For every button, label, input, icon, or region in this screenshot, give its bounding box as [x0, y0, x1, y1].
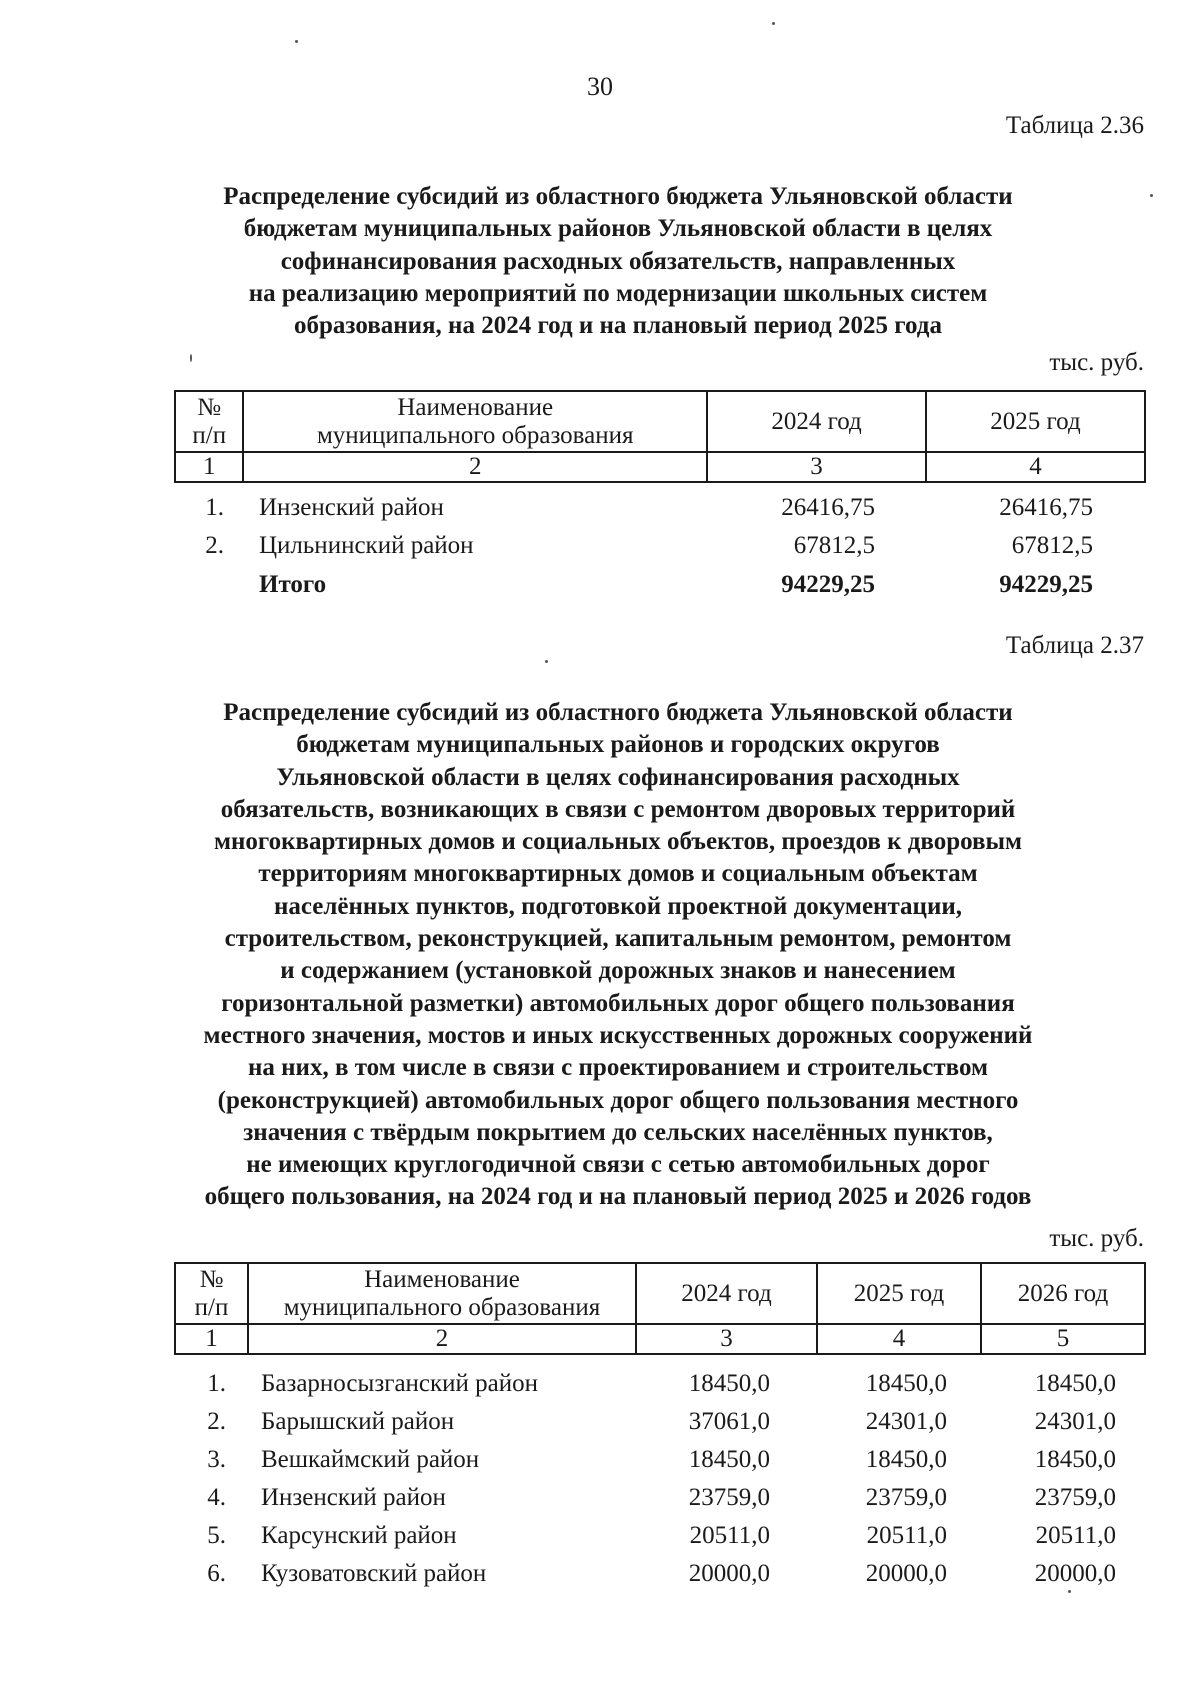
table1-title-line: софинансирования расходных обязательств, направленных [280, 247, 956, 275]
table2-title-line: и содержанием (установкой дорожных знаков и нанесением [280, 957, 956, 985]
table1-header-2025: 2025 год [926, 391, 1145, 452]
table2-index-cell: 3 [636, 1324, 817, 1354]
scan-speck [772, 22, 775, 25]
scan-speck [1150, 194, 1153, 197]
table2-title-line: Ульяновской области в целях софинансирования расходных [276, 763, 960, 791]
table2-title-line: обязательств, возникающих в связи с ремонтом дворовых территорий [220, 795, 1016, 823]
table2-index-cell: 5 [981, 1324, 1145, 1354]
table1-header-num: № п/п [175, 391, 243, 452]
table1-units: тыс. руб. [1049, 349, 1144, 376]
table1-header-2024: 2024 год [707, 391, 926, 452]
table2-title-line: (реконструкцией) автомобильных дорог общего пользования местного [217, 1086, 1019, 1114]
table2-index-cell: 1 [175, 1324, 248, 1354]
table1-index-cell: 1 [175, 452, 243, 482]
table2-units: тыс. руб. [1049, 1225, 1144, 1252]
table2-title-line: не имеющих круглогодичной связи с сетью автомобильных дорог [246, 1151, 990, 1179]
table2-label: Таблица 2.37 [1005, 632, 1144, 659]
table2-title-line: общего пользования, на 2024 год и на плановый период 2025 и 2026 годов [204, 1183, 1032, 1211]
table2-header-2025: 2025 год [817, 1263, 981, 1324]
table2-title-line: территориям многоквартирных домов и социальным объектам [258, 860, 978, 888]
table1-title-line: бюджетам муниципальных районов Ульяновской области в целях [243, 215, 993, 243]
scan-speck [1068, 1590, 1071, 1593]
table2-title-line: населённых пунктов, подготовкой проектной документации, [273, 892, 963, 920]
scan-speck [295, 40, 298, 43]
table1-index-cell: 2 [243, 452, 707, 482]
table2-header-2026: 2026 год [981, 1263, 1145, 1324]
page-number: 30 [587, 72, 613, 101]
table2-header-num: № п/п [175, 1263, 248, 1324]
table1-index-cell: 3 [707, 452, 926, 482]
scan-speck [190, 354, 192, 362]
table1-title-line: на реализацию мероприятий по модернизации школьных систем [248, 279, 988, 307]
table2-header-2024: 2024 год [636, 1263, 817, 1324]
table1-title [150, 181, 1086, 342]
table2-title-line: многоквартирных домов и социальных объектов, проездов к дворовым [213, 828, 1023, 856]
table2-title-line: Распределение субсидий из областного бюджета Ульяновской области [223, 699, 1013, 726]
table1-header [174, 390, 1146, 483]
table1-header-name: Наименование муниципального образования [243, 391, 707, 452]
table2-title-line: на них, в том числе в связи с проектированием и строительством [247, 1054, 988, 1082]
table2-title-line: местного значения, мостов и иных искусственных дорожных сооружений [203, 1021, 1033, 1049]
scan-speck [545, 660, 548, 663]
table2-index-cell: 2 [248, 1324, 636, 1354]
table2-header [174, 1262, 1146, 1355]
table2-title-line: бюджетам муниципальных районов и городских округов [296, 731, 940, 759]
table1-index-cell: 4 [926, 452, 1145, 482]
table1-title-line: образования, на 2024 год и на плановый период 2025 года [294, 312, 942, 340]
table2-title-line: горизонтальной разметки) автомобильных дорог общего пользования [221, 989, 1015, 1017]
table1-title-line: Распределение субсидий из областного бюджета Ульяновской области [223, 183, 1013, 210]
table1-label: Таблица 2.36 [1005, 112, 1144, 139]
table2-header-name: Наименование муниципального образования [248, 1263, 636, 1324]
table2-title-line: значения с твёрдым покрытием до сельских населённых пунктов, [243, 1118, 993, 1146]
table2-title [150, 697, 1086, 1214]
table2-index-cell: 4 [817, 1324, 981, 1354]
table2-title-line: строительством, реконструкцией, капитальным ремонтом, ремонтом [224, 925, 1012, 953]
